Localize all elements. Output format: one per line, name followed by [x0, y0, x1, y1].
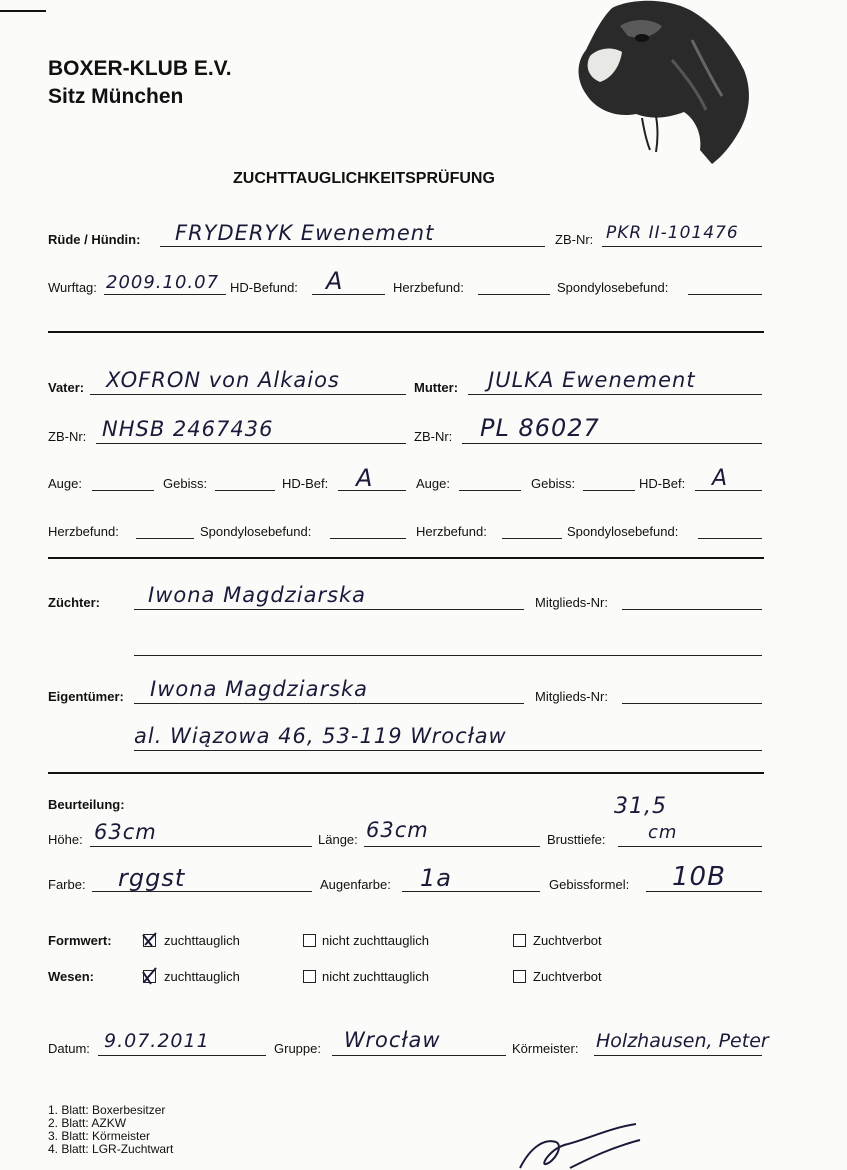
zuchter-mitglied-line — [622, 609, 762, 610]
brusttiefe-label: Brusttiefe: — [547, 832, 606, 847]
hohe-line — [90, 846, 312, 847]
vater-zb-value: NHSB 2467436 — [102, 417, 274, 441]
hd-befund-line — [312, 294, 385, 295]
formwert-opt3-label: Zuchtverbot — [533, 933, 602, 948]
kormeister-label: Körmeister: — [512, 1041, 579, 1056]
mutter-hdbef-line — [695, 490, 762, 491]
wurftag-value: 2009.10.07 — [106, 272, 220, 293]
mutter-hdbef-value: A — [712, 466, 729, 491]
section-divider — [48, 331, 764, 333]
eigentumer-address-line — [134, 750, 762, 751]
page-title: ZUCHTTAUGLICHKEITSPRÜFUNG — [233, 170, 495, 187]
gebissformel-label: Gebissformel: — [549, 877, 630, 892]
vater-value: XOFRON von Alkaios — [106, 368, 340, 392]
eigentumer-mitglied-line — [622, 703, 762, 704]
formwert-opt2-label: nicht zuchttauglich — [322, 933, 429, 948]
formwert-zuchtverbot-checkbox[interactable] — [513, 934, 526, 947]
augenfarbe-label: Augenfarbe: — [320, 877, 391, 892]
formwert-zuchttauglich-checkbox[interactable] — [143, 934, 156, 947]
zuchter-line — [134, 609, 524, 610]
formwert-label: Formwert: — [48, 933, 112, 948]
mutter-zb-line — [462, 443, 762, 444]
eigentumer-value: Iwona Magdziarska — [150, 677, 369, 701]
wesen-label: Wesen: — [48, 969, 94, 984]
lange-label: Länge: — [318, 832, 358, 847]
mutter-spondy-line — [698, 538, 762, 539]
list-item: 1. Blatt: Boxerbesitzer — [48, 1103, 166, 1117]
rude-line — [160, 246, 545, 247]
mutter-auge-line — [459, 490, 521, 491]
check-mark-icon — [142, 932, 158, 948]
org-name: BOXER-KLUB E.V. — [48, 57, 232, 80]
mutter-herz-line — [502, 538, 562, 539]
beurteilung-label: Beurteilung: — [48, 797, 125, 812]
vater-label: Vater: — [48, 380, 85, 395]
zuchter-address-line — [134, 655, 762, 656]
list-item: 2. Blatt: AZKW — [48, 1116, 127, 1130]
vater-hdbef-label: HD-Bef: — [282, 476, 329, 491]
eigentumer-address-value: al. Wiązowa 46, 53-119 Wrocław — [134, 724, 507, 748]
zuchter-mitglied-label: Mitglieds-Nr: — [535, 595, 608, 610]
lange-value: 63cm — [366, 818, 429, 842]
vater-auge-label: Auge: — [48, 476, 82, 491]
lange-line — [364, 846, 540, 847]
mutter-zb-value: PL 86027 — [480, 414, 600, 442]
kormeister-value: Holzhausen, Peter — [596, 1030, 769, 1052]
vater-spondy-label: Spondylosebefund: — [200, 524, 312, 539]
mutter-hdbef-label: HD-Bef: — [639, 476, 686, 491]
list-item: 4. Blatt: LGR-Zuchtwart — [48, 1142, 174, 1156]
corner-mark — [0, 10, 46, 12]
gruppe-label: Gruppe: — [274, 1041, 321, 1056]
mutter-zb-label: ZB-Nr: — [414, 429, 453, 444]
gruppe-line — [332, 1055, 506, 1056]
eigentumer-mitglied-label: Mitglieds-Nr: — [535, 689, 608, 704]
vater-gebiss-line — [215, 490, 275, 491]
mutter-gebiss-line — [583, 490, 635, 491]
mutter-line — [468, 394, 762, 395]
vater-zb-label: ZB-Nr: — [48, 429, 87, 444]
vater-hdbef-value: A — [356, 464, 374, 492]
datum-value: 9.07.2011 — [104, 1030, 210, 1052]
farbe-label: Farbe: — [48, 877, 86, 892]
hohe-value: 63cm — [94, 820, 157, 844]
vater-auge-line — [92, 490, 154, 491]
kormeister-line — [594, 1055, 762, 1056]
brusttiefe-value: 31,5 — [614, 794, 667, 819]
boxer-dog-icon — [572, 0, 754, 165]
augenfarbe-value: 1a — [420, 864, 452, 892]
vater-herz-label: Herzbefund: — [48, 524, 119, 539]
brusttiefe-line — [618, 846, 762, 847]
eigentumer-line — [134, 703, 524, 704]
distribution-list — [48, 1104, 173, 1156]
vater-gebiss-label: Gebiss: — [163, 476, 208, 491]
mutter-label: Mutter: — [414, 380, 459, 395]
rude-label: Rüde / Hündin: — [48, 232, 141, 247]
mutter-gebiss-label: Gebiss: — [531, 476, 576, 491]
vater-herz-line — [136, 538, 194, 539]
vater-line — [90, 394, 406, 395]
list-item: 3. Blatt: Körmeister — [48, 1129, 151, 1143]
mutter-spondy-label: Spondylosebefund: — [567, 524, 679, 539]
spondylose-label: Spondylosebefund: — [557, 280, 669, 295]
wesen-opt2-label: nicht zuchttauglich — [322, 969, 429, 984]
gruppe-value: Wrocław — [344, 1028, 441, 1052]
zb-label: ZB-Nr: — [555, 232, 594, 247]
datum-line — [98, 1055, 266, 1056]
gebissformel-value: 10B — [672, 862, 726, 892]
wurftag-label: Wurftag: — [48, 280, 97, 295]
org-seat: Sitz München — [48, 85, 184, 108]
section-divider — [48, 772, 764, 774]
hohe-label: Höhe: — [48, 832, 83, 847]
wesen-zuchtverbot-checkbox[interactable] — [513, 970, 526, 983]
herzbefund-label: Herzbefund: — [393, 280, 464, 295]
mutter-value: JULKA Ewenement — [488, 368, 696, 392]
wesen-nicht-checkbox[interactable] — [303, 970, 316, 983]
mutter-auge-label: Auge: — [416, 476, 450, 491]
wesen-zuchttauglich-checkbox[interactable] — [143, 970, 156, 983]
zb-value: PKR II-101476 — [606, 223, 739, 243]
rude-value: FRYDERYK Ewenement — [175, 221, 435, 245]
datum-label: Datum: — [48, 1041, 90, 1056]
zuchter-value: Iwona Magdziarska — [148, 583, 367, 607]
brusttiefe-unit: cm — [648, 822, 678, 843]
spondylose-line — [688, 294, 762, 295]
vater-spondy-line — [330, 538, 406, 539]
check-mark-icon — [142, 966, 158, 988]
mutter-herz-label: Herzbefund: — [416, 524, 487, 539]
formwert-opt1-label: zuchttauglich — [164, 933, 240, 948]
vater-zb-line — [96, 443, 406, 444]
wesen-opt1-label: zuchttauglich — [164, 969, 240, 984]
farbe-value: rggst — [118, 864, 186, 892]
hd-befund-value: A — [326, 267, 344, 295]
wurftag-line — [104, 294, 226, 295]
eigentumer-label: Eigentümer: — [48, 689, 124, 704]
formwert-nicht-checkbox[interactable] — [303, 934, 316, 947]
hd-befund-label: HD-Befund: — [230, 280, 298, 295]
zuchter-label: Züchter: — [48, 595, 100, 610]
section-divider — [48, 557, 764, 559]
signature-icon — [510, 1118, 660, 1170]
herzbefund-line — [478, 294, 550, 295]
zb-line — [602, 246, 762, 247]
wesen-opt3-label: Zuchtverbot — [533, 969, 602, 984]
